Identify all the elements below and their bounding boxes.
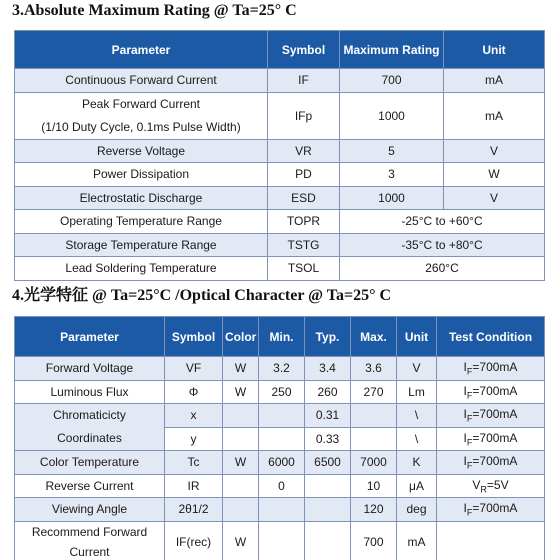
cell-condition: $I_F=700mA$ (437, 357, 545, 381)
cell-max: 700 (351, 521, 397, 560)
optical-character-table (14, 316, 545, 560)
cell-parameter (15, 92, 268, 139)
cell-min (259, 498, 305, 522)
cell-unit: mA (397, 521, 437, 560)
cell-typ (305, 474, 351, 498)
header-unit: Unit (397, 317, 437, 357)
cell-unit: W (444, 163, 545, 187)
cell-parameter: Power Dissipation (15, 163, 268, 187)
header-typ: Typ. (305, 317, 351, 357)
table-header-row (15, 31, 545, 69)
cell-parameter: Lead Soldering Temperature (15, 257, 268, 281)
table-row (15, 498, 545, 522)
cell-symbol: IR (165, 474, 223, 498)
cell-min (259, 521, 305, 560)
table-row (15, 233, 545, 257)
cell-unit: μA (397, 474, 437, 498)
header-test-condition: Test Condition (437, 317, 545, 357)
cell-color (223, 404, 259, 428)
cell-condition: $I_F=700mA$ (437, 404, 545, 428)
cell-symbol: 2θ1/2 (165, 498, 223, 522)
cell-min: 6000 (259, 451, 305, 475)
cell-rating: 260°C (340, 257, 545, 281)
table-row (15, 357, 545, 381)
cell-color (223, 498, 259, 522)
cell-rating: -35°C to +80°C (340, 233, 545, 257)
cell-rating: 3 (340, 163, 444, 187)
table-row (15, 521, 545, 560)
table-header-row (15, 317, 545, 357)
cell-unit: Lm (397, 380, 437, 404)
section-title-absolute-max: 3.Absolute Maximum Rating @ Ta=25° C (12, 2, 297, 19)
header-max: Max. (351, 317, 397, 357)
header-symbol: Symbol (165, 317, 223, 357)
cell-condition (437, 521, 545, 560)
cell-symbol: TSOL (268, 257, 340, 281)
cell-rating: 5 (340, 139, 444, 163)
header-parameter: Parameter (15, 317, 165, 357)
header-color: Color (223, 317, 259, 357)
cell-max: 270 (351, 380, 397, 404)
cell-typ: 0.33 (305, 427, 351, 451)
cell-color: W (223, 451, 259, 475)
cell-rating: 700 (340, 69, 444, 93)
cell-min: 0 (259, 474, 305, 498)
cell-rating: 1000 (340, 92, 444, 139)
cell-color: W (223, 380, 259, 404)
cell-unit: mA (444, 92, 545, 139)
cell-parameter-note: (1/10 Duty Cycle, 0.1ms Pulse Width) (41, 119, 241, 134)
cell-max: 10 (351, 474, 397, 498)
cell-unit: mA (444, 69, 545, 93)
cell-typ: 0.31 (305, 404, 351, 428)
cell-parameter: Luminous Flux (15, 380, 165, 404)
cell-min: 3.2 (259, 357, 305, 381)
cell-unit: \ (397, 427, 437, 451)
cell-symbol: VR (268, 139, 340, 163)
cell-symbol: PD (268, 163, 340, 187)
cell-condition: $I_F=700mA$ (437, 427, 545, 451)
cell-color: W (223, 521, 259, 560)
cell-unit: V (397, 357, 437, 381)
cell-parameter: Recommend Forward Current (15, 521, 165, 560)
table-row (15, 474, 545, 498)
cell-max: 3.6 (351, 357, 397, 381)
cell-rating: -25°C to +60°C (340, 210, 545, 234)
section-title-optical-character: 4.光学特征 @ Ta=25°C /Optical Character @ Ta=25° C (12, 287, 392, 304)
cell-parameter: Chromaticicty Coordinates (15, 404, 165, 451)
cell-symbol: ESD (268, 186, 340, 210)
cell-symbol: y (165, 427, 223, 451)
cell-max (351, 427, 397, 451)
cell-condition: $I_F=700mA$ (437, 498, 545, 522)
cell-unit: deg (397, 498, 437, 522)
cell-parameter: Storage Temperature Range (15, 233, 268, 257)
header-min: Min. (259, 317, 305, 357)
cell-symbol: Φ (165, 380, 223, 404)
cell-min (259, 427, 305, 451)
cell-symbol: IF (268, 69, 340, 93)
cell-symbol: x (165, 404, 223, 428)
table-row (15, 163, 545, 187)
cell-typ (305, 521, 351, 560)
cell-parameter: Continuous Forward Current (15, 69, 268, 93)
cell-parameter: Reverse Voltage (15, 139, 268, 163)
cell-unit: V (444, 186, 545, 210)
table-row (15, 186, 545, 210)
table-row (15, 380, 545, 404)
cell-unit: \ (397, 404, 437, 428)
cell-max (351, 404, 397, 428)
cell-typ: 3.4 (305, 357, 351, 381)
cell-symbol: TOPR (268, 210, 340, 234)
cell-max: 120 (351, 498, 397, 522)
cell-color (223, 427, 259, 451)
cell-parameter: Reverse Current (15, 474, 165, 498)
cell-typ (305, 498, 351, 522)
absolute-max-rating-table (14, 30, 545, 281)
cell-parameter: Viewing Angle (15, 498, 165, 522)
table-row (15, 210, 545, 234)
cell-color: W (223, 357, 259, 381)
cell-symbol: IFp (268, 92, 340, 139)
cell-condition: $I_F=700mA$ (437, 380, 545, 404)
cell-condition: $V_R=5V$ (437, 474, 545, 498)
cell-symbol: VF (165, 357, 223, 381)
table-row (15, 404, 545, 428)
table-row (15, 92, 545, 139)
table-row (15, 139, 545, 163)
cell-symbol: TSTG (268, 233, 340, 257)
cell-unit: K (397, 451, 437, 475)
cell-parameter: Electrostatic Discharge (15, 186, 268, 210)
cell-min (259, 404, 305, 428)
table-row (15, 451, 545, 475)
cell-parameter: Forward Voltage (15, 357, 165, 381)
cell-symbol: IF(rec) (165, 521, 223, 560)
cell-min: 250 (259, 380, 305, 404)
cell-parameter: Color Temperature (15, 451, 165, 475)
cell-rating: 1000 (340, 186, 444, 210)
cell-typ: 6500 (305, 451, 351, 475)
cell-parameter: Operating Temperature Range (15, 210, 268, 234)
table-row (15, 69, 545, 93)
cell-condition: $I_F=700mA$ (437, 451, 545, 475)
header-maximum-rating: Maximum Rating (340, 31, 444, 69)
cell-max: 7000 (351, 451, 397, 475)
header-symbol: Symbol (268, 31, 340, 69)
cell-typ: 260 (305, 380, 351, 404)
cell-parameter-line1: Peak Forward Current (81, 96, 201, 111)
cell-unit: V (444, 139, 545, 163)
cell-color (223, 474, 259, 498)
header-parameter: Parameter (15, 31, 268, 69)
cell-symbol: Tc (165, 451, 223, 475)
header-unit: Unit (444, 31, 545, 69)
table-row (15, 257, 545, 281)
